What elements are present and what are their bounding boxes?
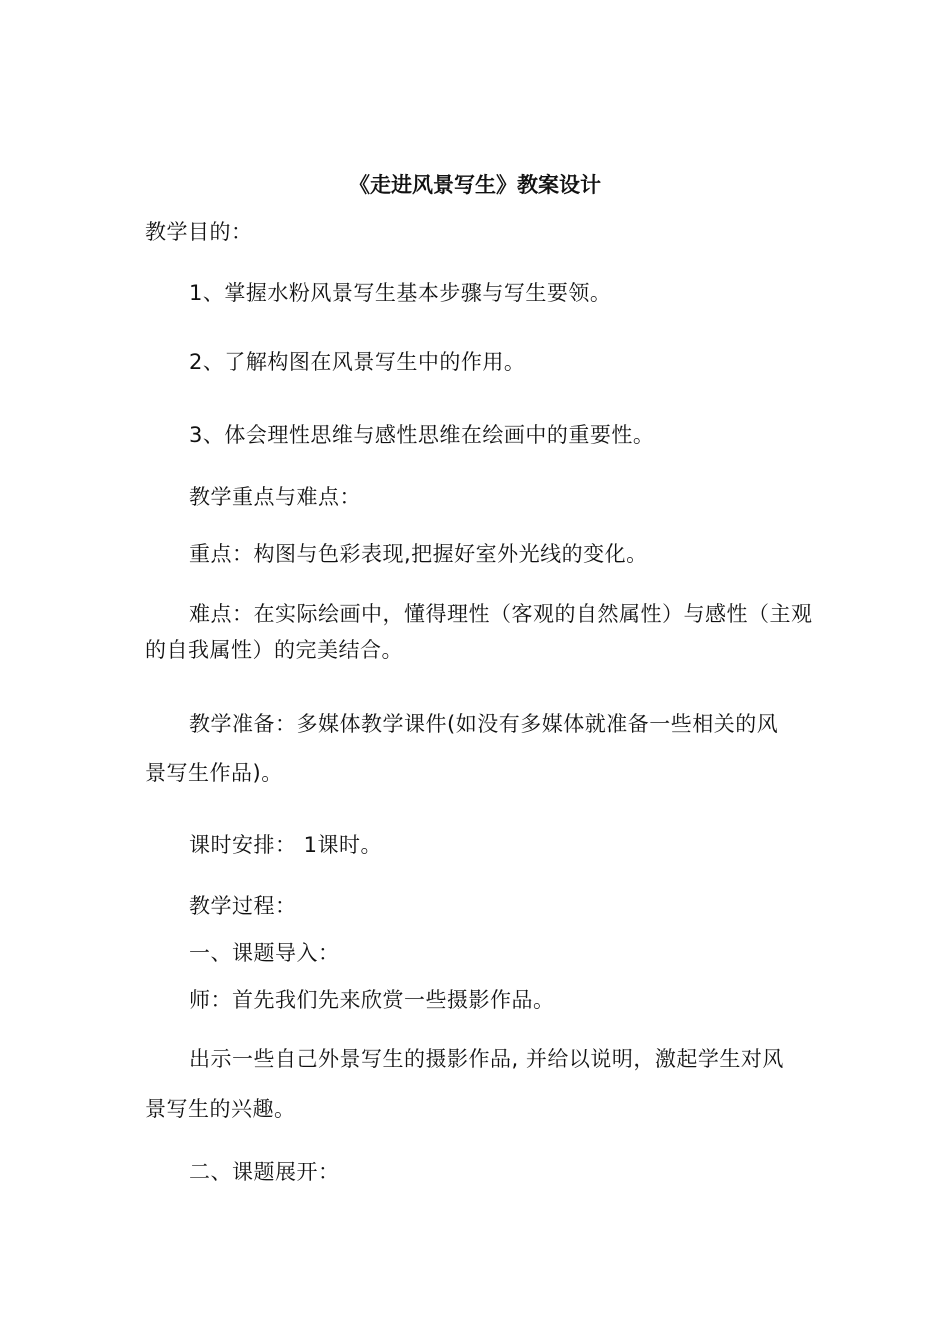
preparation-text-line-1: 教学准备：多媒体教学课件(如没有多媒体就准备一些相关的风 [189,712,779,736]
section-2-heading: 二、课题展开： [189,1160,340,1184]
difficulty-text-line-2: 的自我属性）的完美结合。 [145,638,403,662]
schedule-text: 课时安排： 1课时。 [189,833,383,857]
show-text-line-1: 出示一些自己外景写生的摄影作品, 并给以说明，激起学生对风 [189,1047,784,1071]
objective-item-3: 3、体会理性思维与感性思维在绘画中的重要性。 [189,423,655,447]
objective-item-1: 1、掌握水粉风景写生基本步骤与写生要领。 [189,281,612,305]
show-text-line-2: 景写生的兴趣。 [145,1097,296,1121]
process-heading: 教学过程： [189,894,297,918]
key-points-heading: 教学重点与难点： [189,485,361,509]
teacher-line: 师：首先我们先来欣赏一些摄影作品。 [189,988,555,1012]
objectives-heading: 教学目的： [145,220,253,244]
key-point-text: 重点：构图与色彩表现,把握好室外光线的变化。 [189,542,648,566]
preparation-text-line-2: 景写生作品)。 [145,761,283,785]
document-title: 《走进风景写生》教案设计 [349,173,601,197]
section-1-heading: 一、课题导入： [189,941,340,965]
difficulty-text-line-1: 难点：在实际绘画中，懂得理性（客观的自然属性）与感性（主观 [189,602,813,626]
objective-item-2: 2、了解构图在风景写生中的作用。 [189,350,526,374]
